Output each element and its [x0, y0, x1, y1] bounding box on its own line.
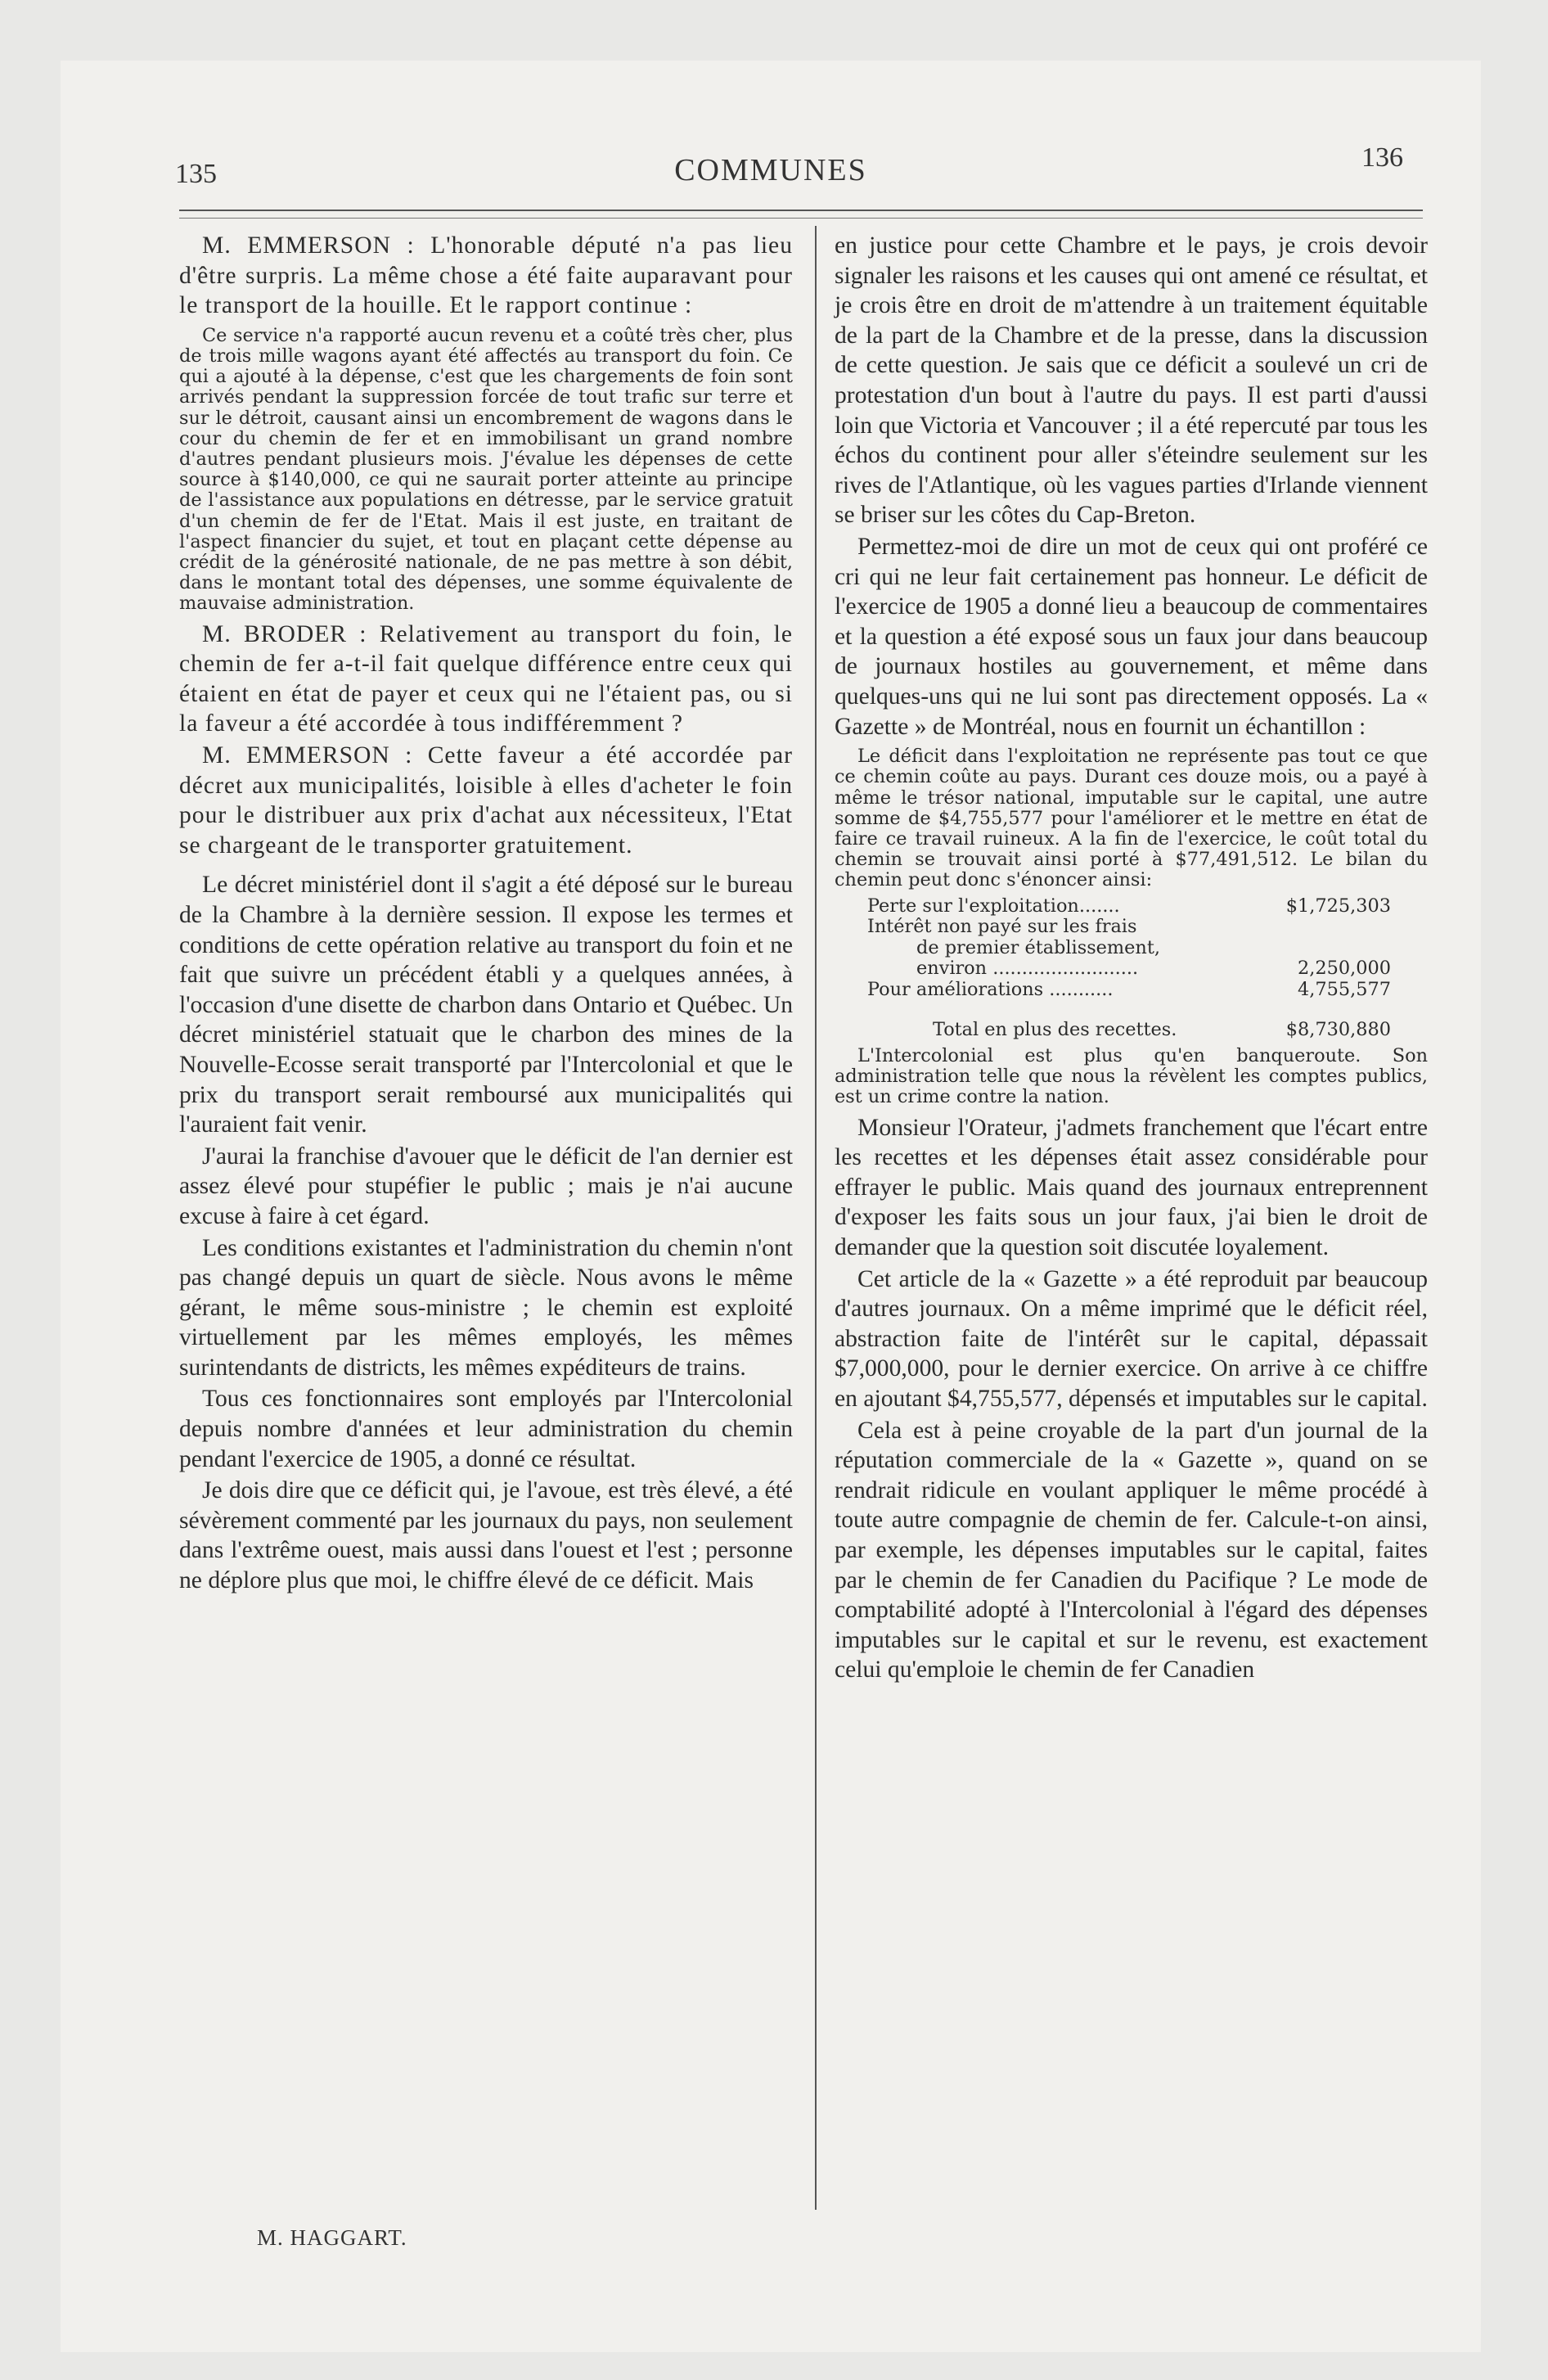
account-row: [867, 938, 1391, 959]
total-label: Total en plus des recettes.: [933, 1019, 1177, 1041]
header-rule-thin: [179, 218, 1423, 219]
paragraph: Les conditions existantes et l'administration du chemin n'ont pas changé depuis un quart de siècle. Nous avons le même gérant, le même sous-ministre ; le chemin est exploité virtuellement par les mêmes employés, les mêmes surintendants de districts, les mêmes expéditeurs de trains.: [179, 1234, 793, 1381]
quoted-report: Ce service n'a rapporté aucun revenu et a coûté très cher, plus de trois mille wagons ayant été affectés au transport du foin. Ce qui a ajouté à la dépense, c'est que les chargements de foin sont arrivés pendant la suppression forcée de tout trafic sur terre et sur le détroit, causant ainsi un encombrement de wagons dans le cour du chemin de fer et en immobilisant un grand nombre d'autres pendant plusieurs mois. J'évalue les dépenses de cette source à $140,000, ce qui ne saurait porter atteinte au principe de l'assistance aux populations en détresse, par le service gratuit d'un chemin de fer de l'Etat. Mais il est juste, en traitant de l'aspect financier du sujet, et tout en plaçant cette dépense au crédit de la générosité nationale, de ne pas mettre à son débit, dans le montant total des dépenses, une somme équivalente de mauvaise administration.: [179, 324, 793, 615]
paragraph: M. EMMERSON : L'honorable député n'a pas lieu d'être surpris. La même chose a été faite auparavant pour le transport de la houille. Et le rapport continue :: [179, 232, 793, 319]
accounts-table: [835, 896, 1391, 1042]
paragraph: J'aurai la franchise d'avouer que le déficit de l'an dernier est assez élevé pour stupéfier le public ; mais je n'ai aucune excuse à faire à cet égard.: [179, 1143, 793, 1229]
paragraph: en justice pour cette Chambre et le pays, je crois devoir signaler les raisons et les causes qui ont amené ce résultat, et je crois être en droit de m'attendre à un traitement équitable de la part de la Chambre et de la presse, dans la discussion de cette question. Je sais que ce déficit a soulevé un cri de protestation d'un bout à l'autre du pays. Il est parti d'aussi loin que Victoria et Vancouver ; il a été repercuté par tous les échos du continent pour aller s'éteindre seulement sur les rives de l'Atlantique, où les vagues parties d'Irlande viennent se briser sur les côtes du Cap-Breton.: [835, 232, 1428, 529]
left-column: [179, 231, 793, 1596]
right-column: [835, 231, 1428, 1685]
account-label: environ .........................: [916, 958, 1139, 980]
account-row: [867, 980, 1391, 1001]
account-label: de premier établissement,: [916, 936, 1160, 958]
paragraph: M. BRODER : Relativement au transport du foin, le chemin de fer a-t-il fait quelque différence entre ceux qui étaient en état de payer et ceux qui ne l'étaient pas, ou si la faveur a été accordée à tous indifféremment ?: [179, 620, 793, 737]
paragraph: Permettez-moi de dire un mot de ceux qui ont proféré ce cri qui ne leur fait certainement pas honneur. Le déficit de l'exercice de 1905 a donné lieu a beaucoup de commentaires et la question a été exposé sous un faux jour dans beaucoup de journaux hostiles au gouvernement, et même dans quelques-uns qui ne lui sont pas directement opposés. La « Gazette » de Montréal, nous en fournit un échantillon :: [835, 533, 1428, 740]
account-row: [867, 917, 1391, 938]
header-rule: [179, 210, 1423, 211]
quoted-gazette-conclusion: L'Intercolonial est plus qu'en banqueroute. Son administration telle que nous la révèlent les comptes publics, est un crime contre la nation.: [835, 1045, 1428, 1108]
page-number-left: 135: [175, 159, 217, 189]
account-amount: $1,725,303: [1285, 895, 1391, 917]
paragraph: Le décret ministériel dont il s'agit a été déposé sur le bureau de la Chambre à la dernière session. Il expose les termes et conditions de cette opération relative au transport du foin et ne fait que suivre un précédent établi y a quelques années, à l'occasion d'une disette de charbon dans Ontario et Québec. Un décret ministériel statuait que le charbon des mines de la Nouvelle-Ecosse serait transporté par l'Intercolonial et que le prix du transport serait remboursé aux municipalités qui l'auraient fait venir.: [179, 872, 793, 1138]
account-amount: 4,755,577: [1298, 978, 1391, 1000]
paragraph: Cela est à peine croyable de la part d'un journal de la réputation commerciale de la « Gazette », quand on se rendrait ridicule en voulant appliquer le même procédé à toute autre compagnie de chemin de fer. Calcule-t-on ainsi, par exemple, les dépenses imputables sur le capital, faites par le chemin de fer Canadien du Pacifique ? Le mode de comptabilité adopté à l'Intercolonial à l'égard des dépenses imputables sur le capital et sur le revenu, est exactement celui qu'emploie le chemin de fer Canadien: [835, 1417, 1428, 1684]
total-amount: $8,730,880: [1285, 1019, 1391, 1041]
paragraph: M. EMMERSON : Cette faveur a été accordée par décret aux municipalités, loisible à elles d'acheter le foin pour le distribuer aux prix d'achat aux nécessiteux, l'Etat se chargeant de le transporter gratuitement.: [179, 742, 793, 859]
running-head-title: COMMUNES: [674, 153, 867, 187]
account-label: Perte sur l'exploitation.......: [867, 895, 1120, 917]
account-total-row: [867, 1020, 1391, 1041]
quoted-gazette: Le déficit dans l'exploitation ne représente pas tout ce que ce chemin coûte au pays. Durant ces douze mois, ou a payé à même le trésor national, imputable sur le capital, une autre somme de $4,755,577 pour l'améliorer et le mettre en état de faire ce travail ruineux. A la fin de l'exercice, le coût total du chemin se trouvait ainsi porté à $77,491,512. Le bilan du chemin peut donc s'énoncer ainsi:: [835, 746, 1428, 891]
paragraph: Je dois dire que ce déficit qui, je l'avoue, est très élevé, a été sévèrement commenté par les journaux du pays, non seulement dans l'extrême ouest, mais aussi dans l'ouest et l'est ; personne ne déplore plus que moi, le chiffre élevé de ce déficit. Mais: [179, 1477, 793, 1594]
account-label: Intérêt non payé sur les frais: [867, 916, 1137, 938]
account-label: Pour améliorations ...........: [867, 978, 1114, 1000]
account-amount: 2,250,000: [1298, 958, 1391, 980]
page-sheet: [61, 61, 1481, 2352]
paragraph: Monsieur l'Orateur, j'admets franchement que l'écart entre les recettes et les dépenses était assez considérable pour effrayer le public. Mais quand des journaux entreprennent d'exposer les faits sous un jour faux, j'ai bien le droit de demander que la question soit discutée loyalement.: [835, 1114, 1428, 1261]
paragraph: Cet article de la « Gazette » a été reproduit par beaucoup d'autres journaux. On a même imprimé que le déficit réel, abstraction faite de l'intérêt sur le capital, dépassait $7,000,000, pour le dernier exercice. On arrive à ce chiffre en ajoutant $4,755,577, dépensés et imputables sur le capital.: [835, 1265, 1428, 1413]
column-divider: [815, 226, 817, 2210]
page-number-right: 136: [1361, 142, 1403, 173]
account-row: [867, 896, 1391, 917]
next-speaker-signature: M. HAGGART.: [257, 2225, 407, 2250]
account-row: [867, 958, 1391, 980]
paragraph: Tous ces fonctionnaires sont employés par l'Intercolonial depuis nombre d'années et leur administration du chemin pendant l'exercice de 1905, a donné ce résultat.: [179, 1386, 793, 1472]
